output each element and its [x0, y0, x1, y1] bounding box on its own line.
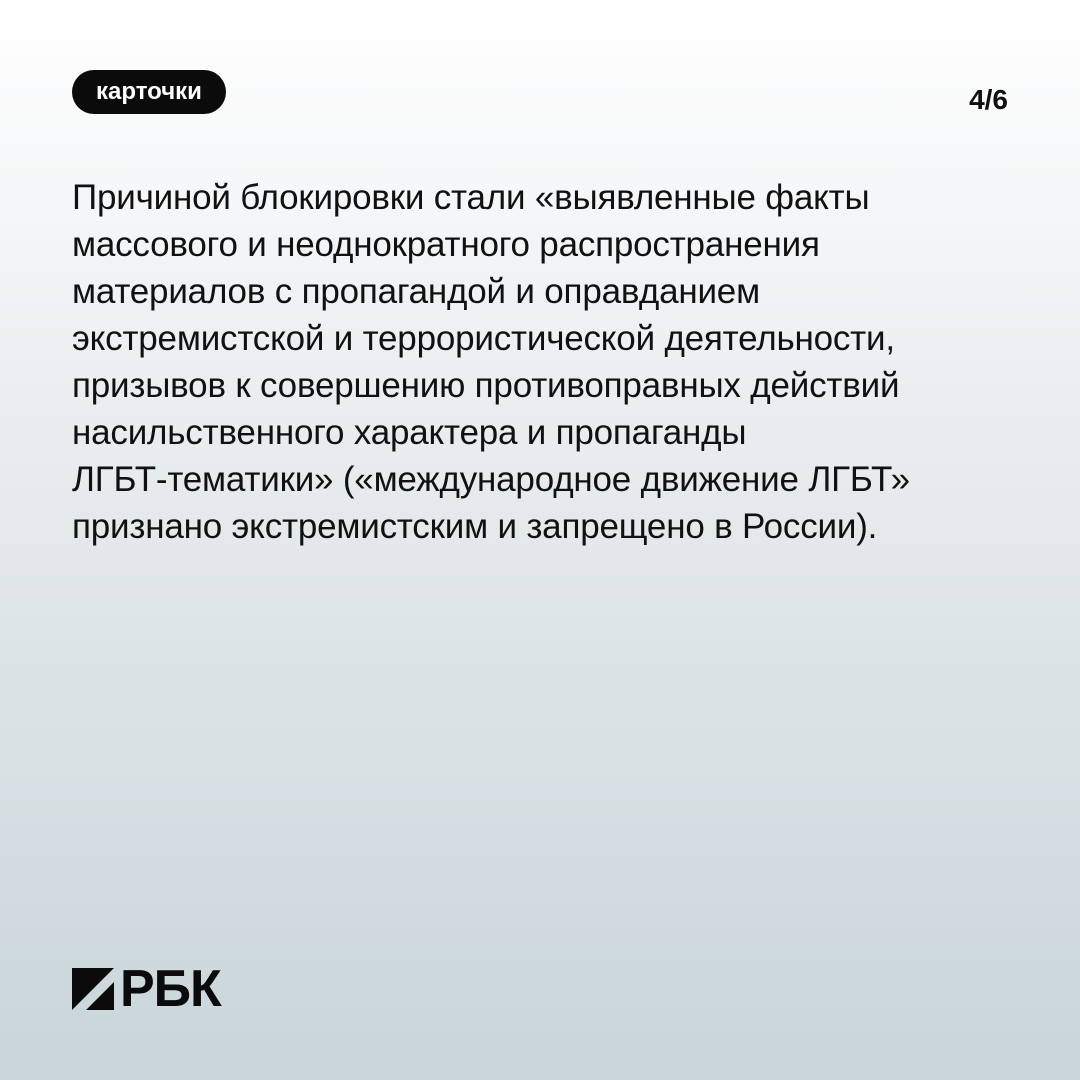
body-line: ЛГБТ-тематики» («международное движение ЛГБТ»: [72, 460, 910, 499]
body-line: экстремистской и террористической деятельности,: [72, 319, 895, 358]
card-body-text: [72, 174, 1012, 550]
body-line: Причиной блокировки стали «выявленные факты: [72, 178, 870, 217]
page-counter: 4/6: [969, 84, 1008, 115]
category-tag: карточки: [72, 70, 226, 114]
rbc-logo-mark-icon: [72, 968, 114, 1010]
body-line: призывов к совершению противоправных действий: [72, 366, 900, 405]
brand-name: РБК: [120, 960, 221, 1018]
body-line: материалов с пропагандой и оправданием: [72, 272, 760, 311]
body-line: насильственного характера и пропаганды: [72, 413, 747, 452]
body-line: массового и неоднократного распространения: [72, 225, 820, 264]
body-line: признано экстремистским и запрещено в России).: [72, 507, 878, 546]
brand-logo: [72, 960, 221, 1018]
